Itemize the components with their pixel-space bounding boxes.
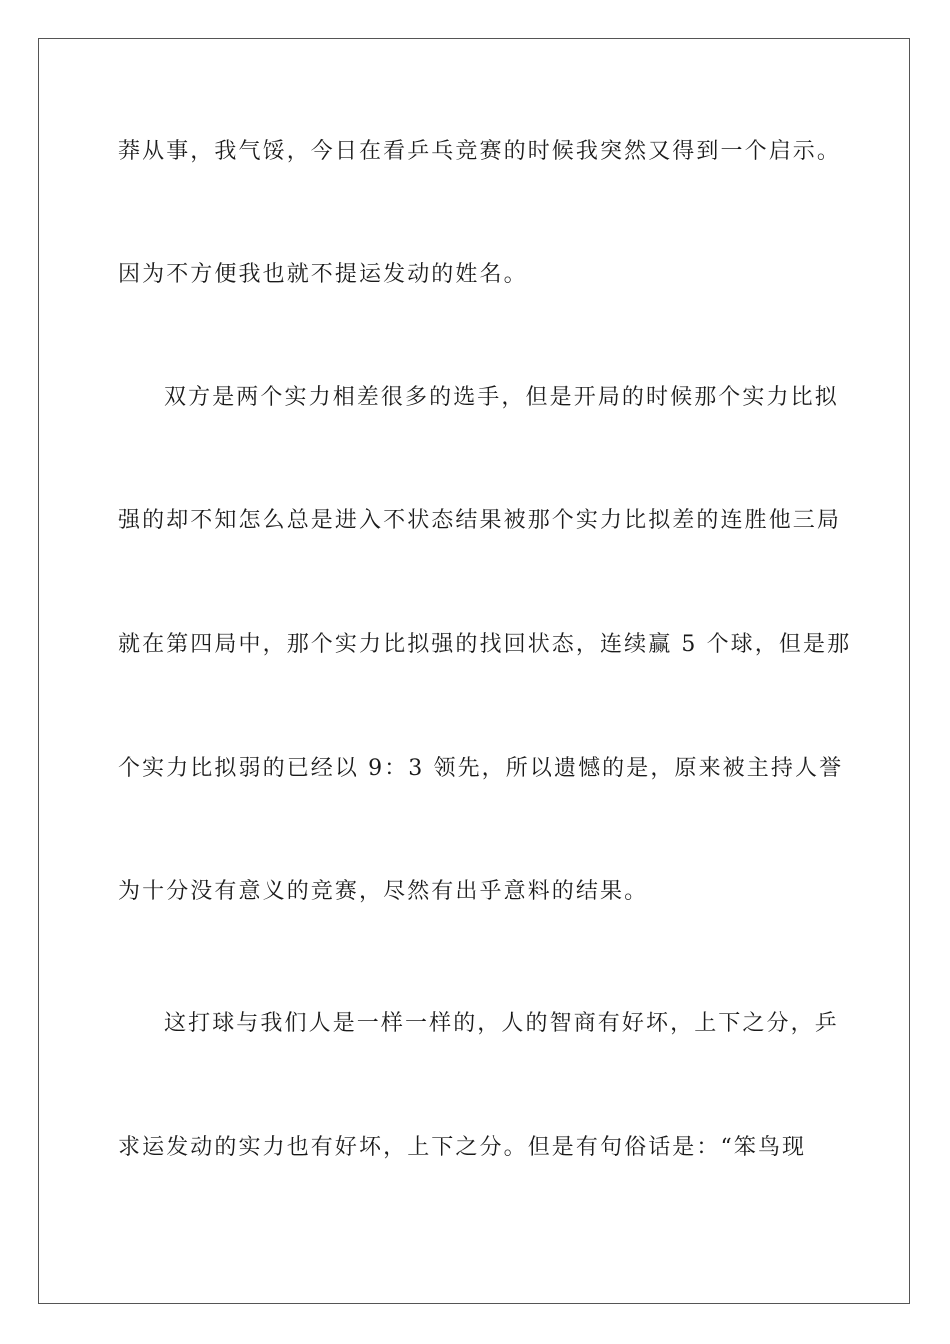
text-line-1: 莽从事，我气馁，今日在看乒乓竞赛的时候我突然又得到一个启示。 [118, 139, 842, 164]
text-line-8: 这打球与我们人是一样一样的，人的智商有好坏，上下之分，乒 [164, 1011, 839, 1036]
page-border [38, 38, 910, 1304]
text-line-7: 为十分没有意义的竞赛，尽然有出乎意料的结果。 [118, 879, 649, 904]
text-line-4: 强的却不知怎么总是进入不状态结果被那个实力比拟差的连胜他三局 [118, 508, 842, 533]
text-line-9: 求运发动的实力也有好坏，上下之分。但是有句俗话是：“笨鸟现 [118, 1135, 807, 1160]
text-line-2: 因为不方便我也就不提运发动的姓名。 [118, 262, 528, 287]
text-line-6: 个实力比拟弱的已经以 9：3 领先，所以遗憾的是，原来被主持人誉 [118, 756, 844, 781]
text-line-5: 就在第四局中，那个实力比拟强的找回状态，连续赢 5 个球，但是那 [118, 632, 852, 657]
text-line-3: 双方是两个实力相差很多的选手，但是开局的时候那个实力比拟 [164, 385, 839, 410]
